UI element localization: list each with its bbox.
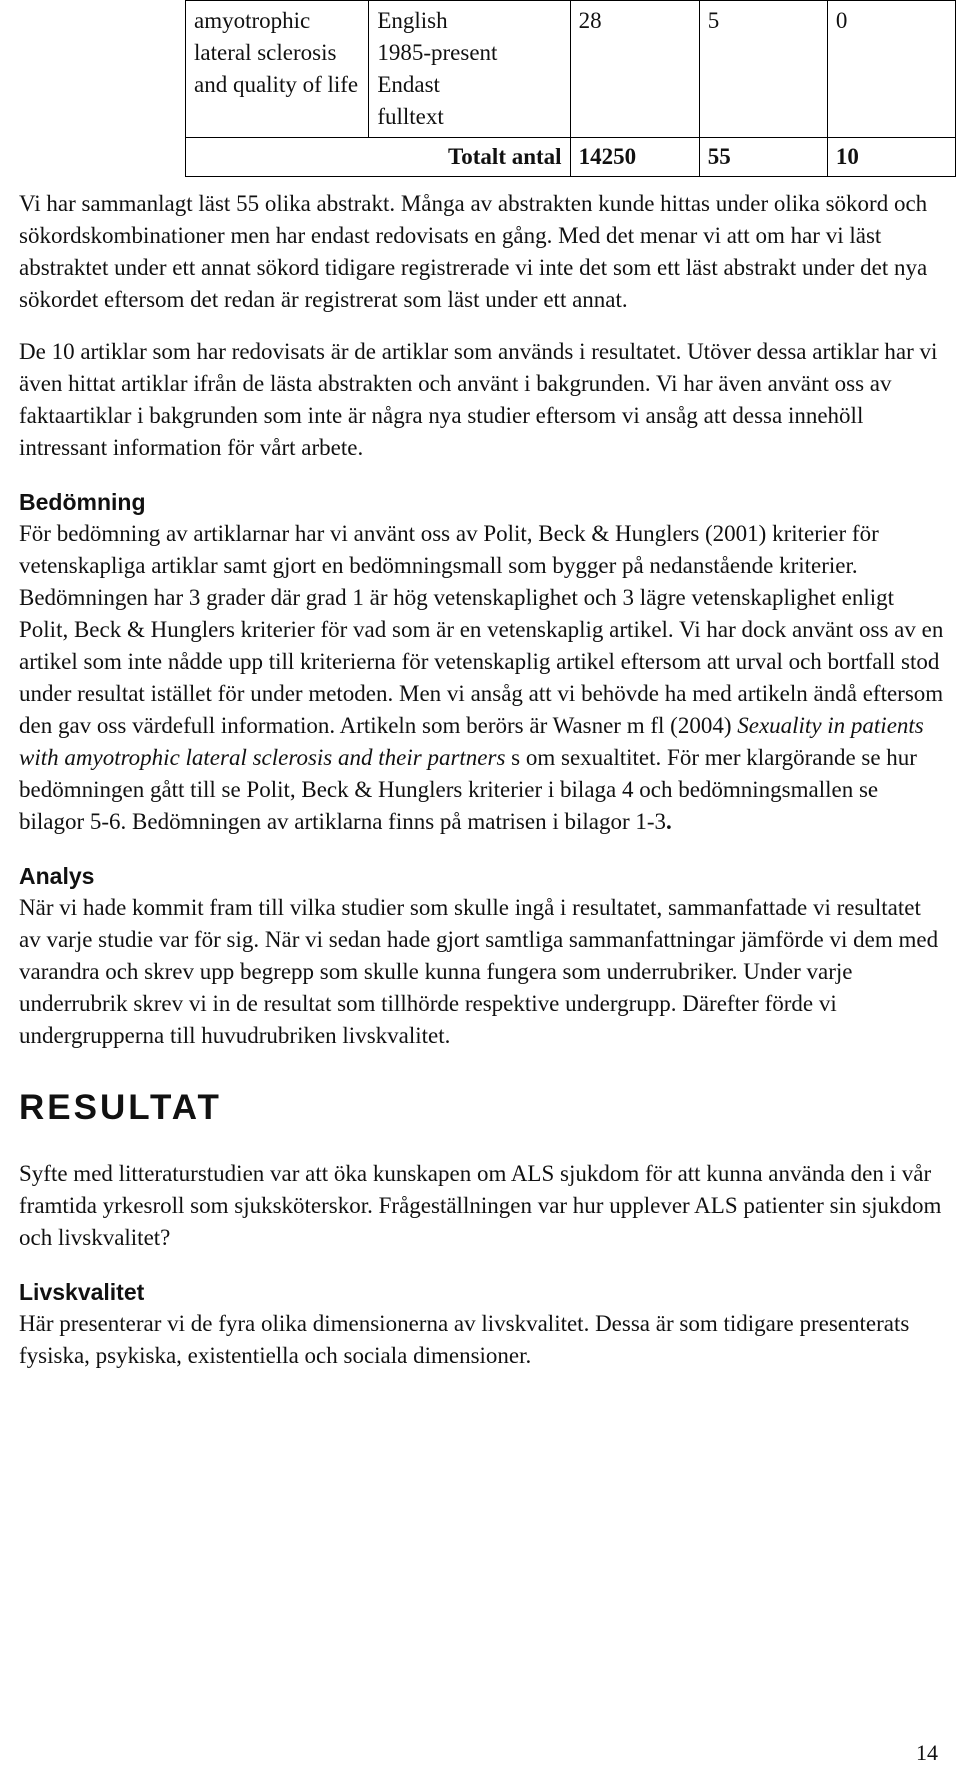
bedomning-text-after: s om sexualtitet. För mer klargörande se hur bedömningen gått till se Polit, Beck & Hunglers kriterier i bilaga 4 och bedömningsmallen se bilagor 5-6. Bedömningen av artiklarna finns på matrisen i bilagor 1-3 [19,745,917,834]
search-results-table [185,0,956,177]
limit-endast: Endast [377,72,440,97]
bedomning-text-before: För bedömning av artiklarnar har vi använt oss av Polit, Beck & Hunglers (2001) kriterier för vetenskapliga artiklar samt gjort en bedömningsmall som bygger på nedanstående kriterier. Bedömningen har 3 grader där grad 1 är hög vetenskaplighet och 3 lägre vetenskaplighet enligt Polit, Beck & Hunglers kriterier för vad som är en vetenskaplig artikel. Vi har dock använt oss av en artikel som inte nådde upp till kriterierna för vetenskaplig artikel eftersom att urval och bortfall stod under resultat istället för under metoden. Men vi ansåg att vi behövde ha med artikeln ändå eftersom den gav oss värdefull information. Artikeln som berörs är Wasner m fl (2004) [19,521,944,738]
article-title: Sexuality in patients with amyotrophic lateral sclerosis and their partners [19,713,924,770]
paragraph-abstracts: Vi har sammanlagt läst 55 olika abstrakt. Många av abstrakten kunde hittas under olika sökord och sökordskombinationer men har endast redovisats en gång. Med det menar vi att om har vi läst abstraktet under ett annat sökord tidigare registrerade vi inte det som ett läst abstrakt under det nya sökordet eftersom det redan är registrerat som läst under ett annat. [19,191,928,312]
section-bedomning [19,486,944,838]
section-resultat [19,1086,944,1254]
heading-livskvalitet: Livskvalitet [19,1279,145,1305]
paragraph-bedomning [19,518,944,838]
table-total-row [186,138,956,177]
limit-fulltext: fulltext [377,104,444,129]
paragraph-analys: När vi hade kommit fram till vilka studier som skulle ingå i resultatet, sammanfattade vi resultatet av varje studie var för sig. När vi sedan hade gjort samtliga sammanfattningar jämförde vi dem med varandra och skrev upp begrepp som skulle kunna fungera som underrubriker. Under varje underrubrik skrev vi in de resultat som tillhörde respektive undergrupp. Därefter förde vi undergrupperna till huvudrubriken livskvalitet. [19,895,939,1048]
heading-analys: Analys [19,863,95,889]
total-hits: 14250 [570,138,699,177]
page-number: 14 [916,1740,938,1765]
bedomning-period: . [666,809,672,834]
paragraph-resultat: Syfte med litteraturstudien var att öka kunskapen om ALS sjukdom för att kunna använda den i vår framtida yrkesroll som sjuksköterskor. Frågeställningen var hur upplever ALS patienter sin sjukdom och livskvalitet? [19,1161,942,1250]
read-cell: 5 [699,1,827,138]
table-row [186,1,956,138]
limit-language: English [377,8,448,33]
limit-years: 1985-present [377,40,498,65]
heading-resultat: RESULTAT [19,1088,222,1127]
total-used: 10 [827,138,955,177]
paragraph-livskvalitet: Här presenterar vi de fyra olika dimensionerna av livskvalitet. Dessa är som tidigare presenterats fysiska, psykiska, existentiella och sociala dimensioner. [19,1311,910,1368]
paragraph-articles: De 10 artiklar som har redovisats är de artiklar som används i resultatet. Utöver dessa artiklar har vi även hittat artiklar ifrån de lästa abstrakten och använt i bakgrunden. Vi har även använt oss av faktaartiklar i bakgrunden som inte är några nya studier eftersom vi ansåg att dessa innehöll intressant information för vårt arbete. [19,339,938,460]
heading-bedomning: Bedömning [19,489,146,515]
used-cell: 0 [827,1,955,138]
section-analys [19,860,944,1052]
limits-cell [369,1,570,138]
document-body [19,188,944,1372]
search-term-cell: amyotrophic lateral sclerosis and quality of life [186,1,369,138]
total-read: 55 [699,138,827,177]
total-label: Totalt antal [186,138,571,177]
hits-cell: 28 [570,1,699,138]
section-livskvalitet [19,1276,944,1372]
